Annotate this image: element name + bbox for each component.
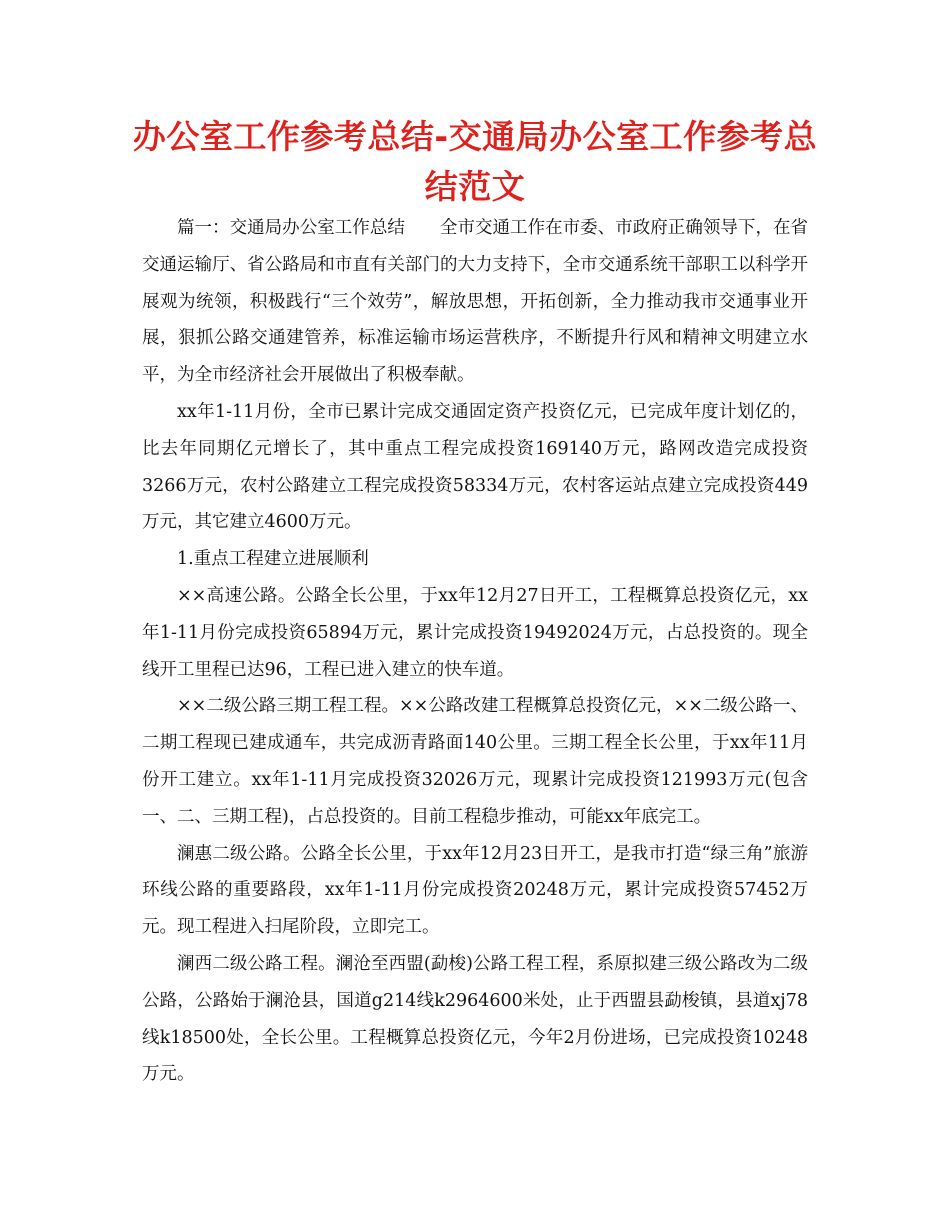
section-heading-key-projects: 1.重点工程建立进展顺利 (177, 549, 369, 570)
paragraph-expressway: ××高速公路。公路全长公里，于xx年12月27日开工，工程概算总投资亿元，xx年1-11月份完成投资65894万元，累计完成投资19492024万元，占总投资的。现全线开工里程已达96，工程已进入建立的快车道。 (142, 585, 808, 680)
paragraph-lanhui-road: 澜惠二级公路。公路全长公里，于xx年12月23日开工，是我市打造“绿三角”旅游环线公路的重要路段，xx年1-11月份完成投资20248万元，累计完成投资57452万元。现工程进入扫尾阶段，立即完工。 (142, 843, 808, 938)
paragraph-lanxi-road: 澜西二级公路工程。澜沧至西盟(勐梭)公路工程工程，系原拟建三级公路改为二级公路，公路始于澜沧县，国道g214线k2964600米处，止于西盟县勐梭镇，县道xj78线k18500处，全长公里。工程概算总投资亿元，今年2月份进场，已完成投资10248万元。 (142, 953, 808, 1085)
paragraph-investment-summary: xx年1-11月份，全市已累计完成交通固定资产投资亿元，已完成年度计划亿的，比去年同期亿元增长了，其中重点工程完成投资169140万元，路网改造完成投资3266万元，农村公路建立工程完成投资58334万元，农村客运站点建立完成投资449万元，其它建立4600万元。 (142, 401, 808, 533)
document-title: 办公室工作参考总结-交通局办公室工作参考总结范文 (132, 117, 818, 206)
paragraph-class2-phase3: ××二级公路三期工程工程。××公路改建工程概算总投资亿元，××二级公路一、二期工程现已建成通车，共完成沥青路面140公里。三期工程全长公里，于xx年11月份开工建立。xx年1-11月完成投资32026万元，现累计完成投资121993万元(包含一、二、三期工程)，占总投资的。目前工程稳步推动，可能xx年底完工。 (142, 696, 808, 827)
document-body (142, 210, 808, 1093)
paragraph-intro: 篇一：交通局办公室工作总结 全市交通工作在市委、市政府正确领导下，在省交通运输厅、省公路局和市直有关部门的大力支持下，全市交通系统干部职工以科学开展观为统领，积极践行“三个效劳”，解放思想，开拓创新，全力推动我市交通事业开展，狠抓公路交通建管养，标准运输市场运营秩序，不断提升行风和精神文明建立水平，为全市经济社会开展做出了积极奉献。 (142, 218, 808, 386)
